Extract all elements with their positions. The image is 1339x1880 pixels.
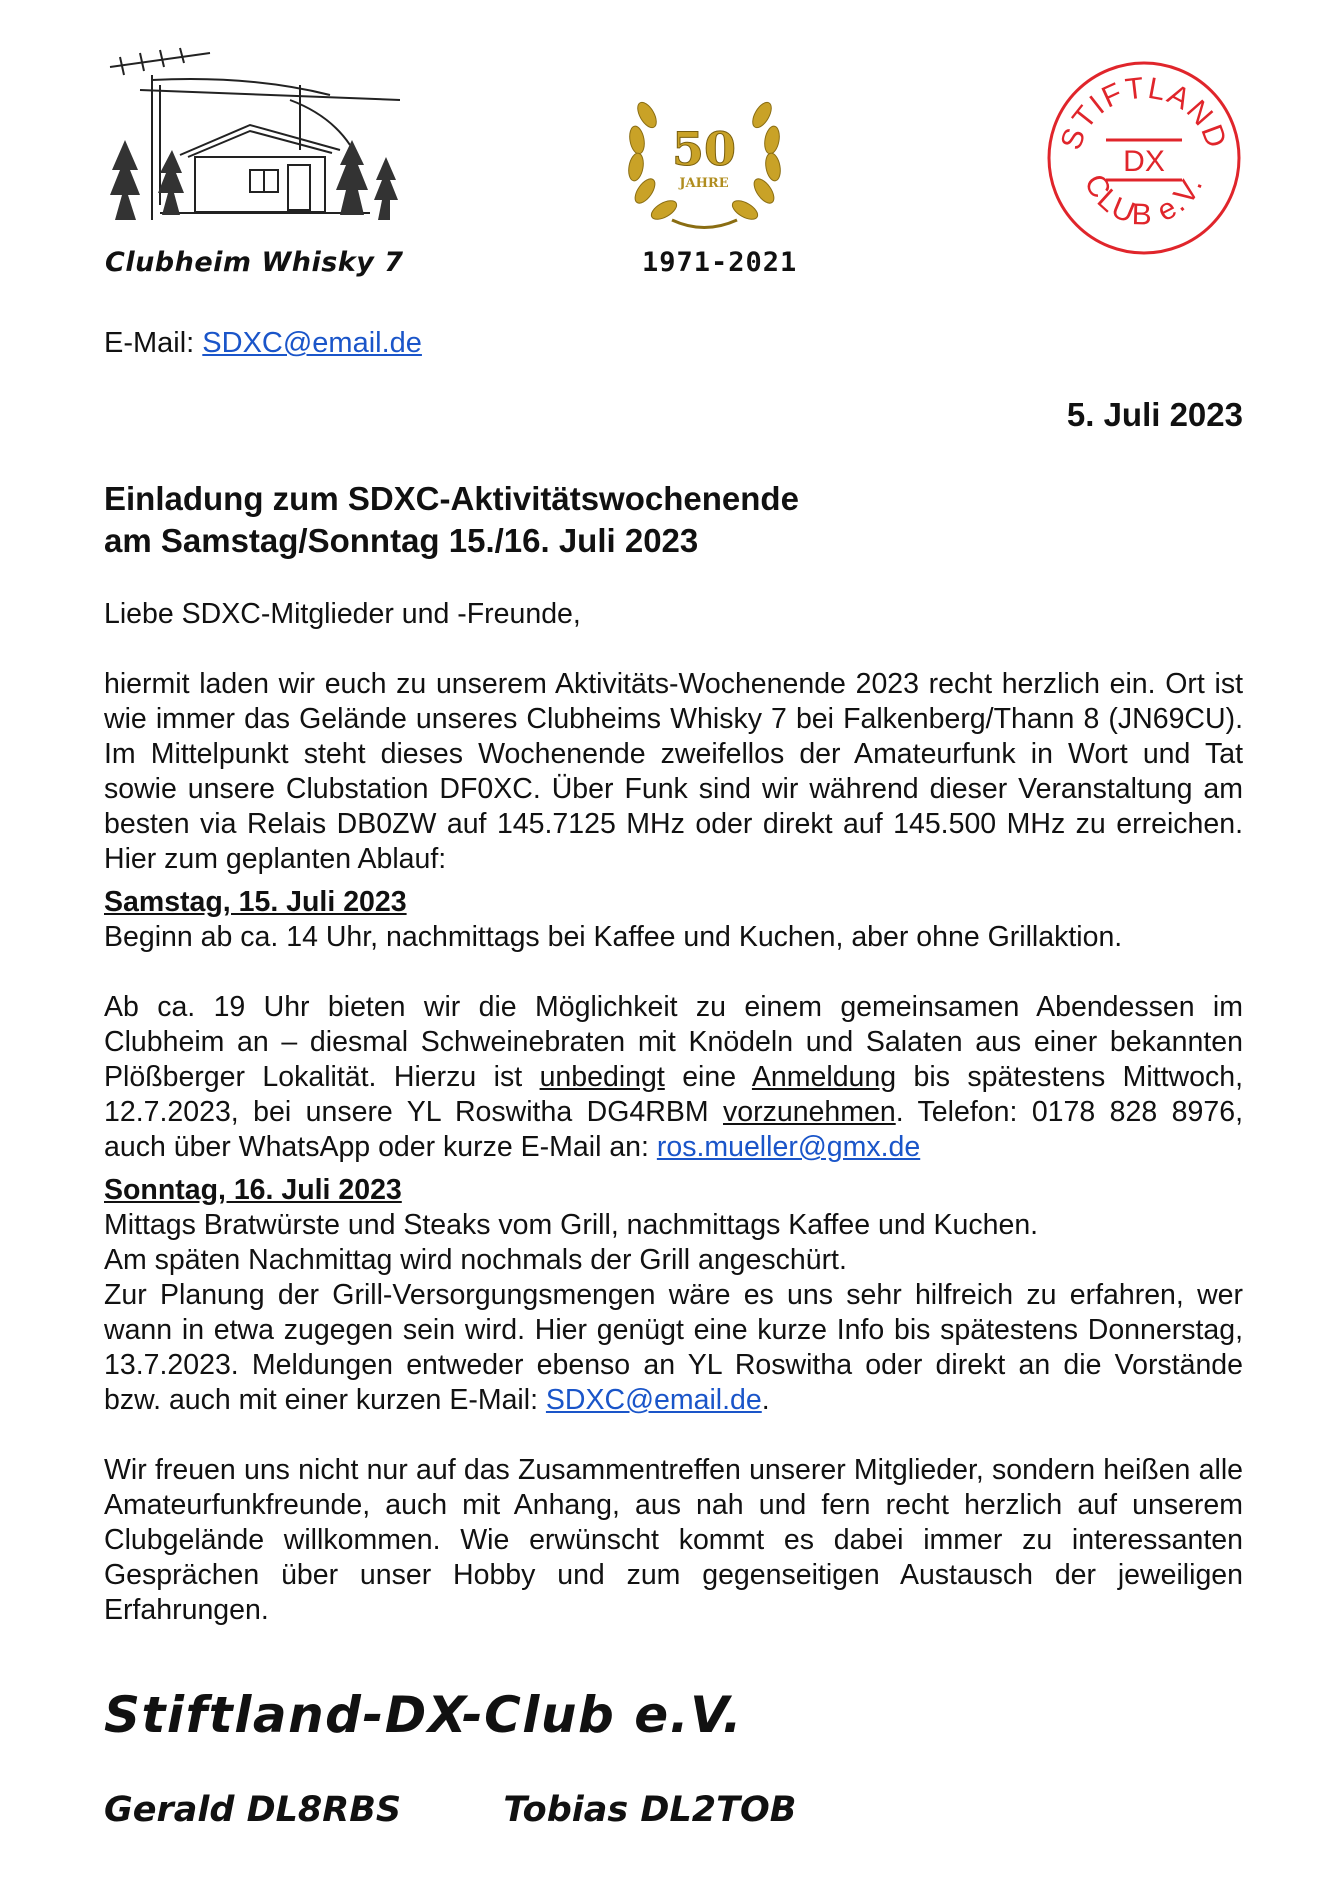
intro-paragraph: hiermit laden wir euch zu unserem Aktivitäts-Wochenende 2023 recht herzlich ein. Ort ist wie immer das Gelände unseres Clubheims Whisky 7 bei Falkenberg/Thann 8 (JN69CU). Im Mittelpunkt steht dieses Wochenende zweifellos der Amateurfunk in Wort und Tat sowie unsere Clubstation DF0XC. Über Funk sind wir während dieser Veranstaltung am besten via Relais DB0ZW auf 145.7125 MHz oder direkt auf 145.500 MHz zu erreichen. Hier zum geplanten Ablauf:	[104, 668, 1243, 875]
roswitha-email-link[interactable]: ros.mueller@gmx.de	[656, 1131, 921, 1163]
sunday-line-1: Mittags Bratwürste und Steaks vom Grill, nachmittags Kaffee und Kuchen.	[104, 1209, 1039, 1241]
sunday-planning-paragraph: Zur Planung der Grill-Versorgungsmengen wäre es uns sehr hilfreich zu erfahren, wer wann in etwa zugegen sein wird. Hier genügt eine kurze Info bis spätestens Donnerstag, 13.7.2023. Meldungen entweder ebenso an YL Roswitha oder direkt an die Vorstände bzw. auch mit einer kurzen E-Mail: SDXC@email.de.	[104, 1279, 1243, 1416]
greeting: Liebe SDXC-Mitglieder und -Freunde,	[104, 598, 581, 630]
svg-text:STIFTLAND	[1055, 71, 1234, 153]
anniversary-years: 1971-2021	[642, 247, 798, 278]
board-signatures	[104, 1790, 796, 1830]
signature-tobias: Tobias DL2TOB	[503, 1790, 797, 1830]
sunday-heading: Sonntag, 16. Juli 2023	[104, 1174, 402, 1206]
club-email-link-body[interactable]: SDXC@email.de	[545, 1384, 762, 1416]
title-line-1: Einladung zum SDXC-Aktivitätswochenende	[104, 480, 799, 517]
clubhouse-caption: Clubheim Whisky 7	[105, 247, 404, 278]
closing-paragraph: Wir freuen uns nicht nur auf das Zusammentreffen unserer Mitglieder, sondern heißen alle Amateurfunkfreunde, auch mit Anhang, aus nah und fern recht herzlich auf unserem Clubgelände willkommen. Wie erwünscht kommt es dabei immer zu interessanten Gesprächen über unser Hobby und zum gegenseitigen Austausch der jeweiligen Erfahrungen.	[104, 1454, 1243, 1626]
saturday-dinner-paragraph: Ab ca. 19 Uhr bieten wir die Möglichkeit zu einem gemeinsamen Abendessen im Clubheim an – diesmal Schweinebraten mit Knödeln und Salaten aus einer bekannten Plößberger Lokalität. Hierzu ist unbedingt eine Anmeldung bis spätestens Mittwoch, 12.7.2023, bei unsere YL Roswitha DG4RBM vorzunehmen. Telefon: 0178 828 8976, auch über WhatsApp oder kurze E-Mail an: ros.mueller@gmx.de	[104, 991, 1243, 1163]
letter-date: 5. Juli 2023	[1066, 396, 1243, 433]
clubhouse-sketch-logo	[100, 45, 400, 250]
anniversary-wreath-icon	[612, 85, 797, 235]
anniversary-number: 50	[671, 122, 737, 176]
club-signature: Stiftland-DX-Club e.V.	[104, 1686, 744, 1744]
letter-body	[104, 597, 1243, 1628]
title-line-2: am Samstag/Sonntag 15./16. Juli 2023	[104, 522, 699, 559]
anniversary-word: JAHRE	[679, 176, 729, 191]
seal-top-text: STIFTLAND	[1054, 71, 1234, 154]
emphasis-anmeldung: Anmeldung	[751, 1061, 897, 1093]
invitation-title	[104, 478, 799, 562]
saturday-start: Beginn ab ca. 14 Uhr, nachmittags bei Kaffee und Kuchen, aber ohne Grillaktion.	[104, 921, 1123, 953]
emphasis-unbedingt: unbedingt	[539, 1061, 665, 1093]
email-label: E-Mail:	[104, 327, 195, 359]
signature-gerald: Gerald DL8RBS	[104, 1790, 402, 1830]
contact-line	[104, 327, 422, 360]
club-seal-logo	[1044, 58, 1244, 258]
saturday-heading: Samstag, 15. Juli 2023	[104, 886, 407, 918]
emphasis-vorzunehmen: vorzunehmen	[723, 1096, 896, 1128]
club-email-link[interactable]: SDXC@email.de	[202, 327, 422, 359]
svg-text:CLUB e.V.	[1078, 169, 1210, 232]
seal-center-text: DX	[1123, 145, 1165, 178]
sunday-line-2: Am späten Nachmittag wird nochmals der Grill angeschürt.	[104, 1244, 847, 1276]
seal-bottom-text: CLUB e.V.	[1077, 169, 1210, 232]
